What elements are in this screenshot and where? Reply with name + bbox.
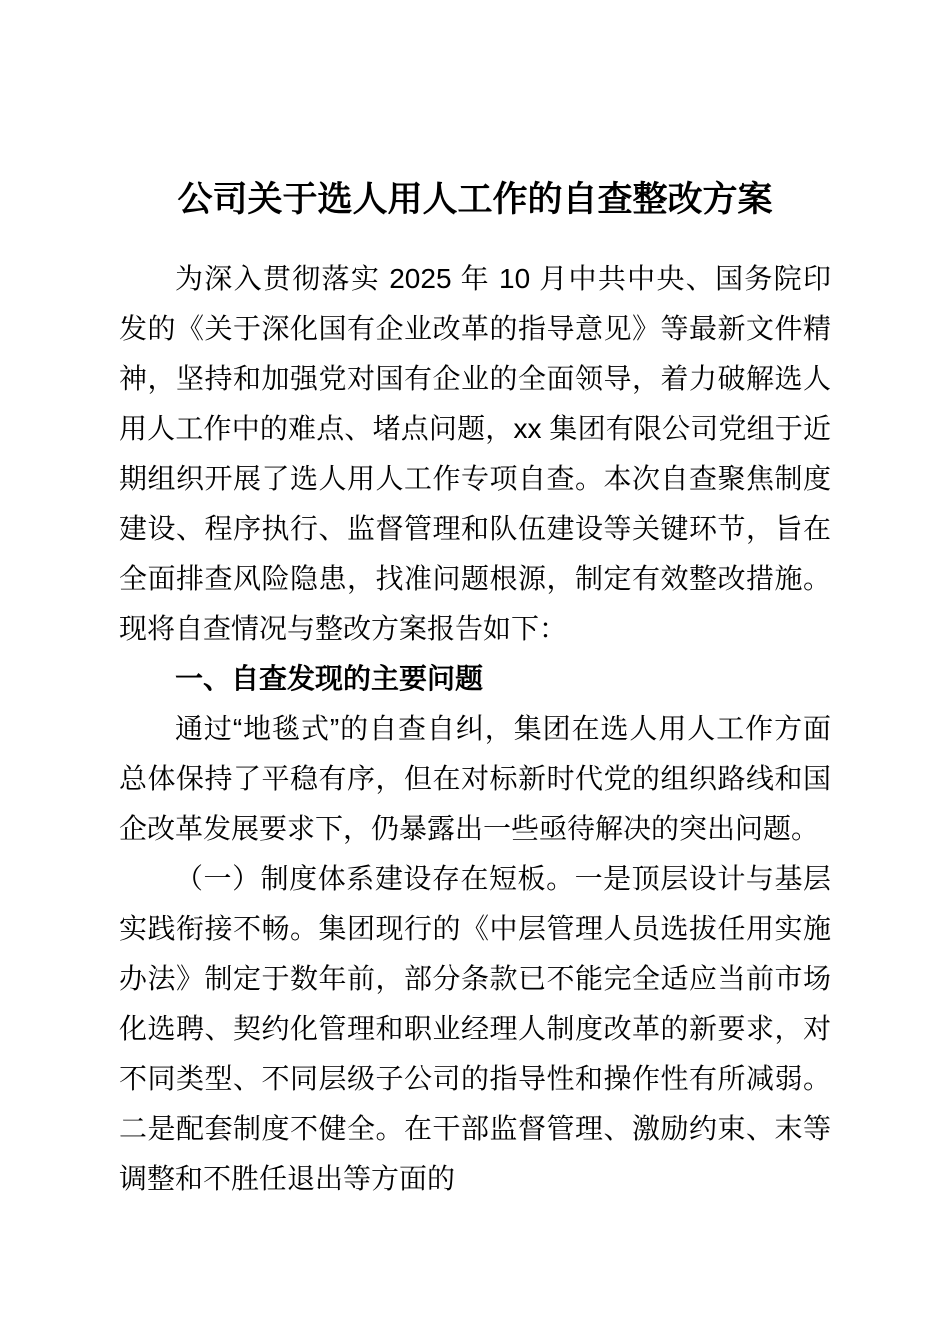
section-heading-main-problems: 一、自查发现的主要问题 [175,663,484,694]
paragraph-intro: 为深入贯彻落实 2025 年 10 月中共中央、国务院印发的《关于深化国有企业改革的指导意见》等最新文件精神，坚持和加强党对国有企业的全面领导，着力破解选人用人工作中的难点、堵点问题，xx 集团有限公司党组于近期组织开展了选人用人工作专项自查。本次自查聚焦制度建设、程序执行、监督管理和队伍建设等关键环节，旨在全面排查风险隐患，找准问题根源，制定有效整改措施。现将自查情况与整改方案报告如下： [119,263,831,644]
paragraph-overall-assessment: 通过“地毯式”的自查自纠，集团在选人用人工作方面总体保持了平稳有序，但在对标新时代党的组织路线和国企改革发展要求下，仍暴露出一些亟待解决的突出问题。 [119,713,831,844]
document-title: 公司关于选人用人工作的自查整改方案 [177,180,773,219]
paragraph-problem-institution-system: （一）制度体系建设存在短板。一是顶层设计与基层实践衔接不畅。集团现行的《中层管理人员选拔任用实施办法》制定于数年前，部分条款已不能完全适应当前市场化选聘、契约化管理和职业经理人制度改革的新要求，对不同类型、不同层级子公司的指导性和操作性有所减弱。二是配套制度不健全。在干部监督管理、激励约束、末等调整和不胜任退出等方面的 [119,863,831,1194]
